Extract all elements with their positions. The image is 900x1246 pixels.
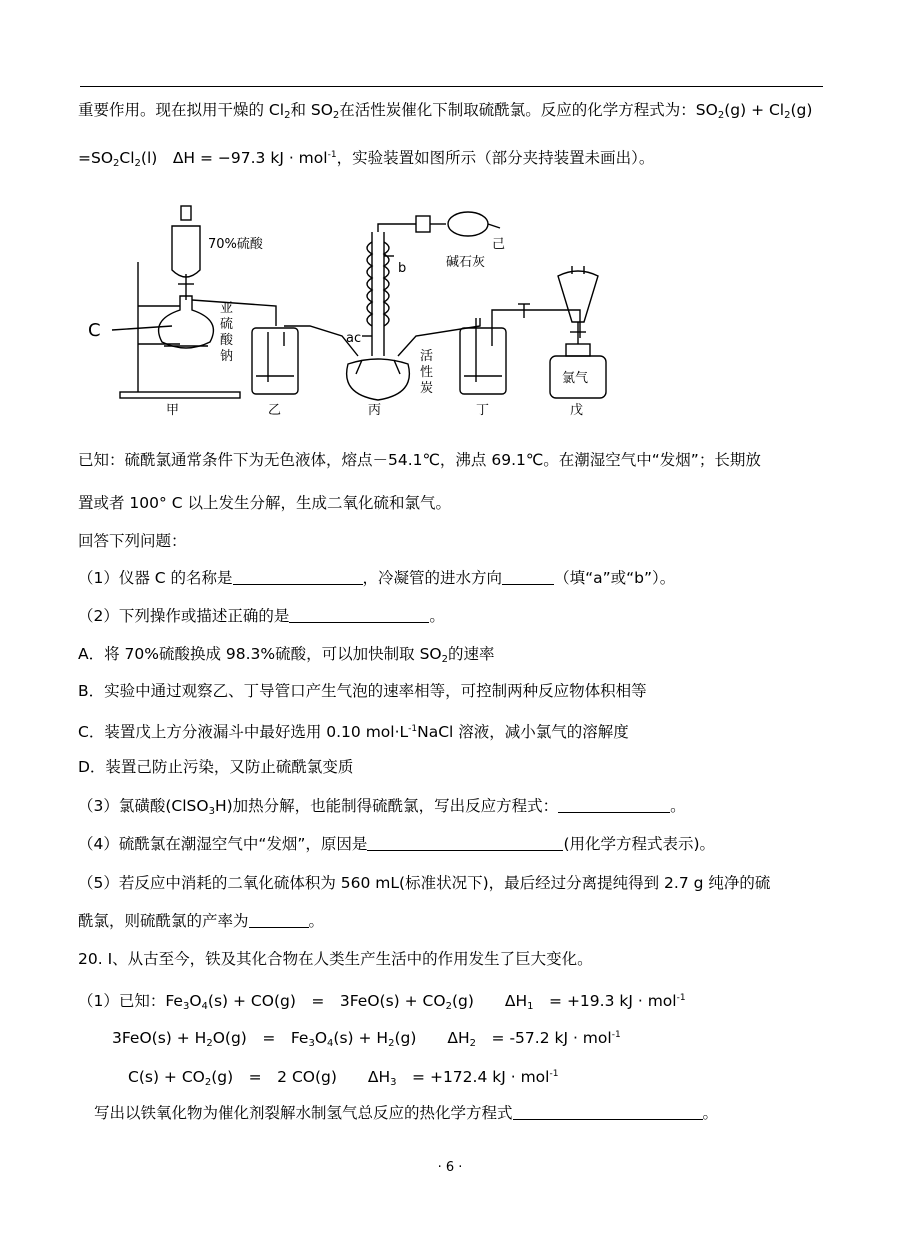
answer-blank[interactable] [233,570,363,585]
label-carbon-1: 活 [420,349,434,364]
label-bing: 丙 [368,403,382,418]
answer-blank[interactable] [367,836,563,851]
flask-bing [347,359,410,400]
label-carbon-2: 性 [420,365,434,380]
condenser-coil [367,242,372,326]
option-a: A．将 70%硫酸换成 98.3%硫酸，可以加快制取 $SO_2$的速率 [78,645,495,665]
problem-20-heading: 20. Ⅰ、从古至今，铁及其化合物在人类生产生活中的作用发生了巨大变化。 [78,950,593,968]
question-1: （1）仪器 C 的名称是 ，冷凝管的进水方向 （填“a”或“b”）。 [78,569,676,587]
answer-blank[interactable] [502,570,554,585]
equation-3: $C(s) + CO_2(g)$ = 2 CO(g) $\Delta H_3$ = +172.4 kJ · mol$^{-1}$ [128,1068,559,1088]
lime-tube [448,212,488,236]
label-salt-3: 酸 [220,333,234,348]
question-2: （2）下列操作或描述正确的是 。 [78,607,445,625]
page-number: · 6 · [437,1160,463,1175]
label-salt-1: 亚 [220,301,234,316]
label-ji: 己 [492,237,506,252]
known-line-2: 置或者 100° C 以上发生分解，生成二氧化硫和氯气。 [78,494,451,512]
label-c-lower: c [354,331,362,346]
final-question: 写出以铁氧化物为催化剂裂解水制氢气总反应的热化学方程式 。 [94,1104,719,1122]
option-b: B．实验中通过观察乙、丁导管口产生气泡的速率相等，可控制两种反应物体积相等 [78,682,647,700]
funnel-stopper [181,206,191,220]
label-chlorine: 氯气 [562,371,589,386]
label-salt-2: 硫 [220,317,234,332]
label-carbon-3: 炭 [420,381,434,396]
intro-line-2: $=SO_2Cl_2(l)$ ΔH = −97.3 kJ · mol$^{-1}$，实验装置如图所示（部分夹持装置未画出）。 [78,149,655,169]
label-a: a [346,331,354,346]
question-4: （4）硫酰氯在潮湿空气中“发烟”，原因是 (用化学方程式表示)。 [78,835,716,853]
answer-prompt: 回答下列问题： [78,532,187,550]
answer-blank[interactable] [558,798,670,813]
separatory-funnel [558,271,598,322]
intro-line-1: 重要作用。现在拟用干燥的 $Cl_2$和 $SO_2$在活性炭催化下制取硫酰氯。反应的化学方程式为：$SO_2(g) + Cl_2(g)$ [78,101,813,121]
question-5-line-1: （5）若反应中消耗的二氧化硫体积为 560 mL(标准状况下)，最后经过分离提纯得到 2.7 g 纯净的硫 [78,874,771,892]
question-5-line-2: 酰氯，则硫酰氯的产率为 。 [78,912,325,930]
known-line-1: 已知：硫酰氯通常条件下为无色液体，熔点－54.1℃，沸点 69.1℃。在潮湿空气中“发烟”；长期放 [78,451,761,469]
header-rule [80,86,823,87]
option-c: C．装置戊上方分液漏斗中最好选用 0.10 $mol\cdot L^{-1}NaCl$ 溶液，减小氯气的溶解度 [78,723,629,741]
label-c: C [88,320,101,341]
equation-2: $3FeO(s) + H_2O(g)$ = $Fe_3O_4(s) + H_2(g)$ $\Delta H_2$ = -57.2 kJ · mol$^{-1}$ [112,1029,621,1049]
label-b: b [398,261,407,276]
apparatus-diagram [80,196,640,426]
intro-text: 重要作用。现在拟用干燥的 Cl [78,101,285,119]
flask-c [159,296,214,348]
question-3: （3）氯磺酸(ClSO$_3$H)加热分解，也能制得硫酰氯，写出反应方程式： 。 [78,797,686,817]
label-jia: 甲 [166,403,180,418]
label-salt-4: 钠 [220,349,234,364]
label-wu: 戊 [570,403,584,418]
bottle-ding [460,328,506,394]
bottle-yi [252,328,298,394]
answer-blank[interactable] [513,1105,703,1120]
stand-base [120,392,240,398]
option-d: D．装置己防止污染，又防止硫酰氯变质 [78,758,354,776]
equation-1: （1）已知：$Fe_3O_4(s) + CO(g)$ = $3FeO(s) + CO_2(g)$ $\Delta H_1$ = +19.3 kJ · mol$^{-1}$ [78,992,686,1012]
answer-blank[interactable] [289,608,429,623]
dropping-funnel [172,226,200,277]
label-ding: 丁 [476,403,490,418]
label-acid: 70%硫酸 [208,237,263,252]
label-lime: 碱石灰 [446,255,486,270]
label-yi: 乙 [268,403,282,418]
answer-blank[interactable] [249,913,309,928]
